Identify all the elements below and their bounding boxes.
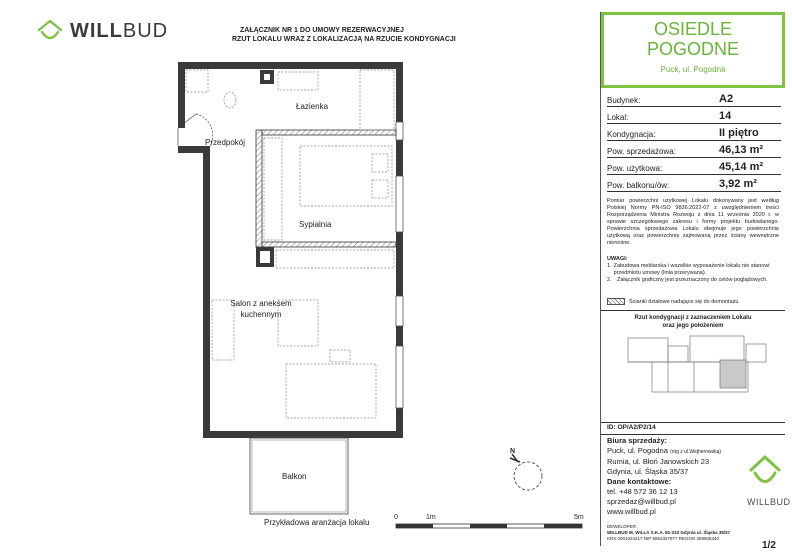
room-label-bathroom: Łazienka bbox=[296, 102, 329, 111]
footer-logo: WILLBUD bbox=[747, 452, 783, 507]
compass-north-label: N bbox=[510, 448, 516, 455]
legend-swatch bbox=[607, 298, 625, 305]
page-number: 1/2 bbox=[762, 540, 776, 551]
estate-location: Puck, ul. Pogodna bbox=[660, 65, 726, 74]
compass-icon bbox=[510, 454, 542, 490]
scale-label-1m: 1m bbox=[426, 514, 436, 521]
house-icon bbox=[747, 452, 783, 492]
info-panel bbox=[600, 12, 791, 546]
unit-id: ID: OP/A2/P2/14 bbox=[607, 424, 656, 431]
room-label-balcony: Balkon bbox=[282, 472, 307, 481]
note-item: Zabudowa meblarska i wszelkie wyposażenie lokalu nie stanowi przedmiotu umowy (linia przerywana). bbox=[613, 263, 770, 276]
scale-label-5m: 5m bbox=[574, 514, 584, 521]
legend bbox=[607, 298, 738, 305]
scale-bar bbox=[396, 524, 582, 528]
note-item: Załącznik graficzny jest przeznaczony do celów poglądowych. bbox=[617, 277, 768, 283]
floor-map-title: Rzut kondygnacji z zaznaczeniem Lokalu oraz jego położeniem bbox=[634, 315, 752, 329]
contact-block: Biura sprzedaży: Puck, ul. Pogodna (róg z ul.Wejherowską) Rumia, ul. Błoń Janowskich 23 Gdynia, ul. Śląska 35/37 Dane kontaktowe: tel. +48 572 36 12 13 sprzedaz@willbud.pl www.willbud.pl bbox=[607, 436, 747, 517]
notes-section: UWAGI: 1. Zabudowa meblarska i wszelkie wyposażenie lokalu nie stanowi przedmiotu umowy (linia przerywana). 2. Załącznik graficzny jest przeznaczony do celów poglądowych. bbox=[607, 256, 779, 284]
spec-table bbox=[607, 90, 781, 192]
room-label-hall: Przedpokój bbox=[205, 138, 246, 147]
website-link[interactable]: www.willbud.pl bbox=[607, 507, 656, 516]
measurement-note: Pomiar powierzchni użytkowej Lokalu dokonywany jest według Polskiej Normy PN-ISO 9836:2022-07 z uwzględnieniem treści Rozporządzenia Ministra Rozwoju z dnia 11 września 2020 r. w sprawie szczegółowego zakresu i formy projektu budowlanego. Powierzchnia sprzedażowa Lokalu obejmuje jego powierzchnię użytkową oraz powierzchnię zajmowaną przez ściany wewnętrzne nienośne. bbox=[607, 198, 779, 246]
room-label-bedroom: Sypialnia bbox=[299, 220, 332, 229]
estate-name-line1: OSIEDLE bbox=[653, 19, 733, 39]
plan-caption: Przykładowa aranżacja lokalu bbox=[264, 518, 370, 527]
spec-row: Budynek: A2 bbox=[607, 90, 781, 107]
brand-name: WILLBUD bbox=[70, 19, 169, 42]
developer-info: DEWELOPER: WILLBUD M. WILLA S.K.A. 81-310 Gdynia ul. Śląska 35/37 KRS 0001024217 NIP 5862327977 REGON 369506340 bbox=[607, 524, 731, 541]
contact-heading: Dane kontaktowe: bbox=[607, 477, 672, 486]
spec-row: Kondygnacja: II piętro bbox=[607, 124, 781, 141]
document-title: ZAŁĄCZNIK NR 1 DO UMOWY REZERWACYJNEJ RZUT LOKALU WRAZ Z LOKALIZACJĄ NA RZUCIE KONDYGNACJI bbox=[232, 27, 456, 43]
phone-number[interactable]: tel. +48 572 36 12 13 bbox=[607, 487, 678, 496]
spec-row: Pow. sprzedażowa: 46,13 m² bbox=[607, 141, 781, 158]
estate-name-line2: POGODNE bbox=[646, 39, 739, 59]
notes-heading: UWAGI: bbox=[607, 256, 628, 262]
bathroom-fixtures bbox=[186, 70, 394, 130]
estate-box bbox=[601, 12, 785, 88]
room-label-living: Salon z aneksem kuchennym bbox=[230, 299, 292, 319]
scale-label-0: 0 bbox=[394, 514, 398, 521]
spec-row: Pow. użytkowa: 45,14 m² bbox=[607, 158, 781, 175]
interior-walls bbox=[256, 130, 396, 247]
spec-row: Pow. balkonu/ów: 3,92 m² bbox=[607, 175, 781, 192]
email-link[interactable]: sprzedaz@willbud.pl bbox=[607, 497, 676, 506]
legend-label: Ścianki działowe nadające się do demontażu bbox=[629, 298, 739, 305]
sales-heading: Biura sprzedaży: bbox=[607, 436, 668, 445]
spec-row: Lokal: 14 bbox=[607, 107, 781, 124]
living-furniture bbox=[212, 250, 394, 418]
